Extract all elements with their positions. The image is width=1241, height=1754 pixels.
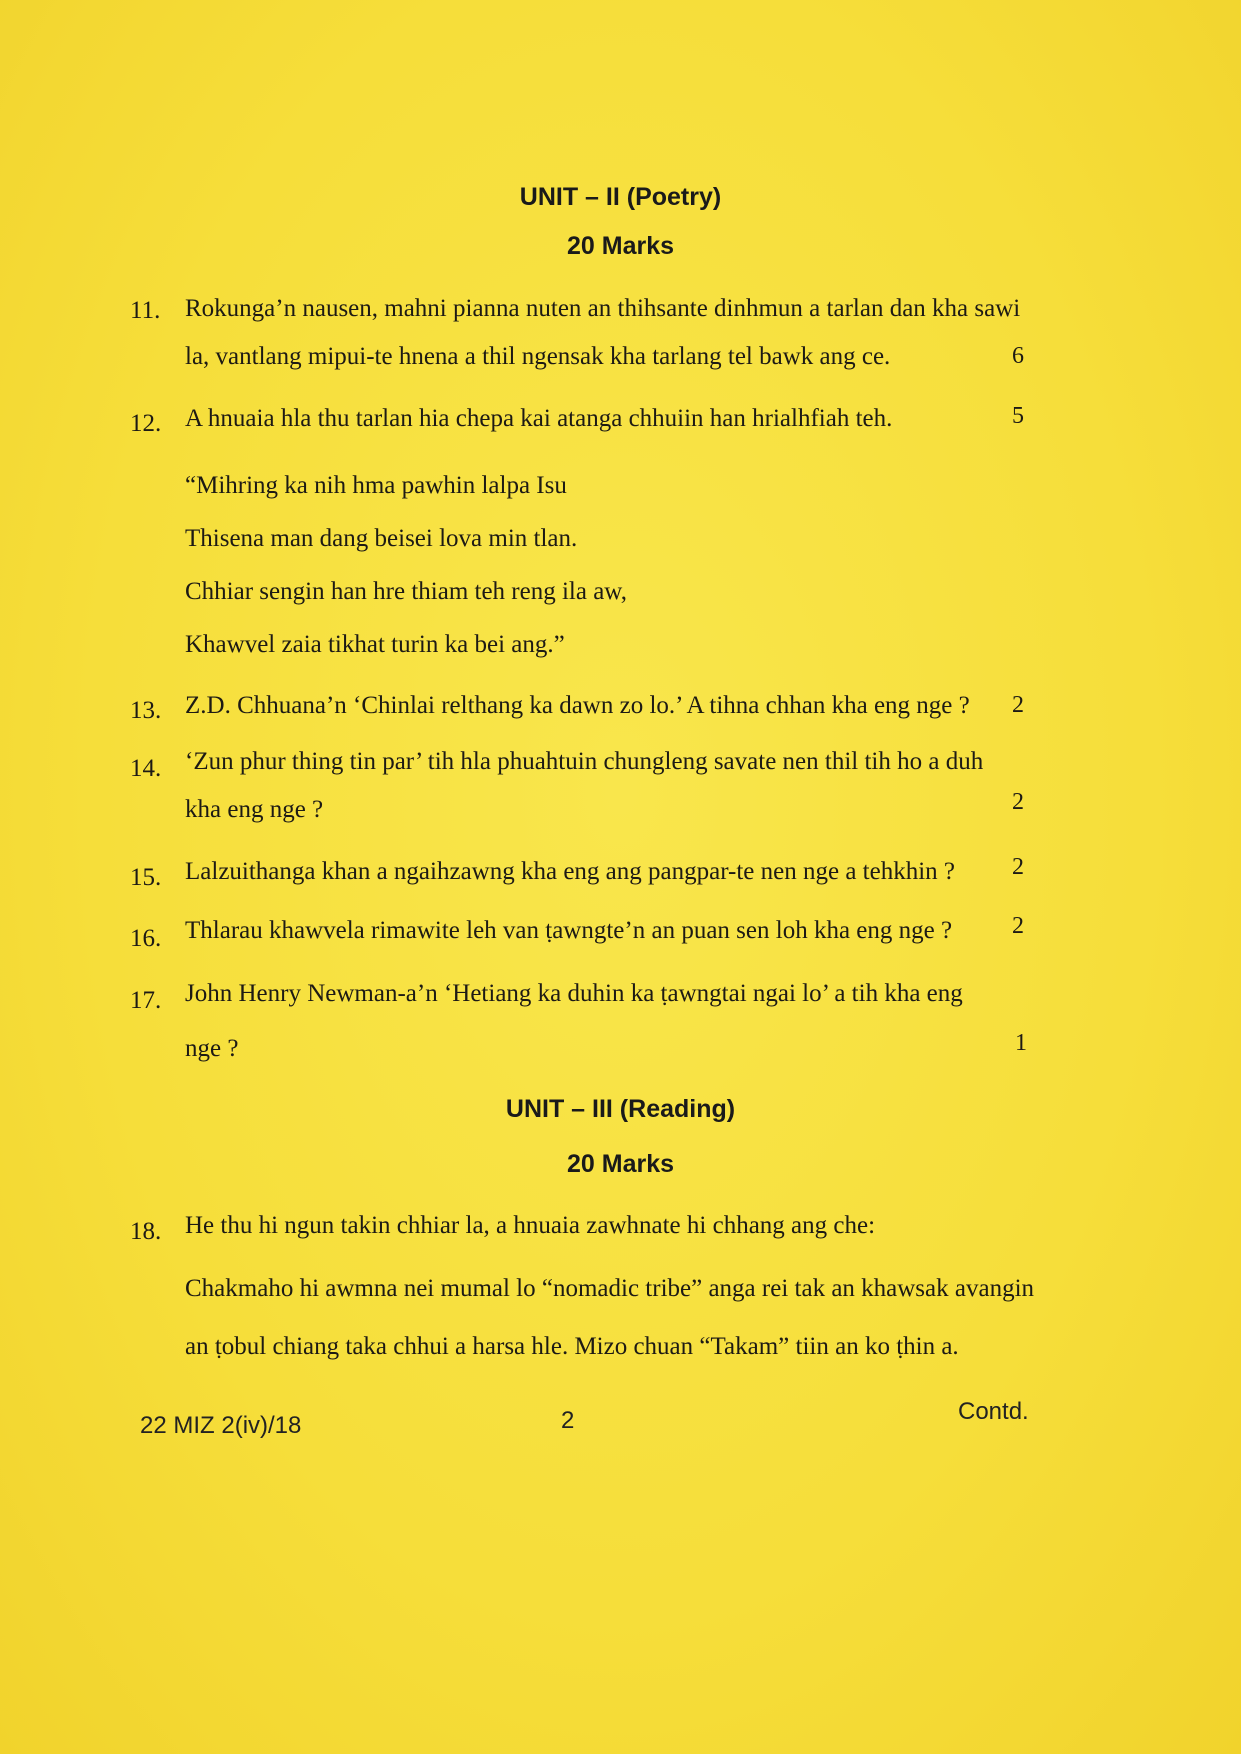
q11-line1: Rokunga’n nausen, mahni pianna nuten an thihsante dinhmun a tarlan dan kha sawi [185, 295, 1021, 322]
unit-3-marks: 20 Marks [566, 1150, 675, 1178]
q17-number: 17. [130, 987, 162, 1014]
q13-number: 13. [130, 697, 162, 724]
q13-marks: 2 [1012, 692, 1024, 718]
q15-marks: 2 [1012, 854, 1024, 880]
poem-line-4: Khawvel zaia tikhat turin ka bei ang.” [185, 631, 565, 658]
q13-line1: Z.D. Chhuana’n ‘Chinlai relthang ka dawn zo lo.’ A tihna chhan kha eng nge ? [185, 692, 970, 719]
poem-line-2: Thisena man dang beisei lova min tlan. [185, 525, 578, 552]
q14-line2: kha eng nge ? [185, 796, 324, 823]
q18-line1: He thu hi ngun takin chhiar la, a hnuaia zawhnate hi chhang ang che: [185, 1212, 876, 1239]
q11-number: 11. [130, 297, 161, 324]
q15-line1: Lalzuithanga khan a ngaihzawng kha eng ang pangpar-te nen nge a tehkhin ? [185, 858, 956, 885]
q18-para-line2: an ṭobul chiang taka chhui a harsa hle. Mizo chuan “Takam” tiin an ko ṭhin a. [185, 1333, 959, 1360]
unit-3-title: UNIT – III (Reading) [505, 1095, 736, 1123]
q18-number: 18. [130, 1218, 162, 1245]
poem-line-3: Chhiar sengin han hre thiam teh reng ila aw, [185, 578, 627, 605]
q17-line2: nge ? [185, 1035, 239, 1062]
unit-2-title: UNIT – II (Poetry) [519, 183, 722, 211]
q11-marks: 6 [1012, 343, 1024, 369]
q11-line2: la, vantlang mipui-te hnena a thil ngensak kha tarlang tel bawk ang ce. [185, 343, 891, 370]
q14-line1: ‘Zun phur thing tin par’ tih hla phuahtuin chungleng savate nen thil tih ho a duh [185, 748, 984, 775]
paper-code: 22 MIZ 2(iv)/18 [140, 1412, 302, 1439]
q17-line1: John Henry Newman-a’n ‘Hetiang ka duhin ka ṭawngtai ngai lo’ a tih kha eng [185, 980, 963, 1007]
q16-number: 16. [130, 925, 162, 952]
q16-marks: 2 [1012, 913, 1024, 939]
q12-line1: A hnuaia hla thu tarlan hia chepa kai atanga chhuiin han hrialhfiah teh. [185, 405, 893, 432]
q14-number: 14. [130, 755, 162, 782]
q18-para-line1: Chakmaho hi awmna nei mumal lo “nomadic tribe” anga rei tak an khawsak avangin [185, 1275, 1035, 1302]
q14-marks: 2 [1012, 789, 1024, 815]
poem-line-1: “Mihring ka nih hma pawhin lalpa Isu [185, 472, 567, 499]
unit-2-marks: 20 Marks [566, 232, 675, 260]
q16-line1: Thlarau khawvela rimawite leh van ṭawngte’n an puan sen loh kha eng nge ? [185, 917, 953, 944]
q12-marks: 5 [1012, 403, 1024, 429]
q12-number: 12. [130, 410, 162, 437]
page-number: 2 [561, 1407, 575, 1434]
contd-label: Contd. [958, 1398, 1029, 1425]
q15-number: 15. [130, 864, 162, 891]
q17-marks: 1 [1015, 1030, 1027, 1056]
